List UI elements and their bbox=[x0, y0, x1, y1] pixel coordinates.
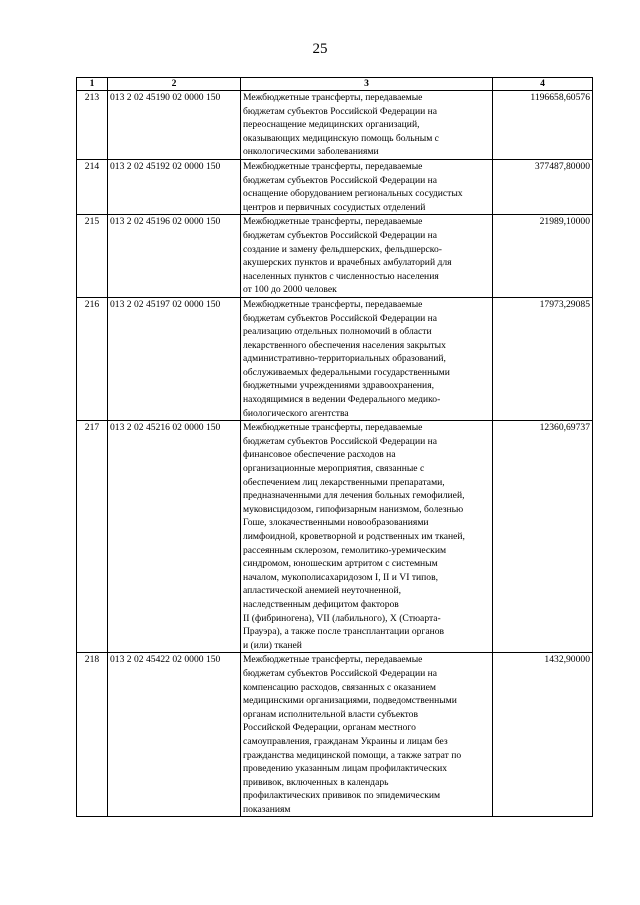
row-number: 218 bbox=[77, 653, 108, 817]
table-row bbox=[77, 421, 593, 653]
description-line: реализацию отдельных полномочий в области bbox=[243, 326, 432, 338]
budget-table bbox=[76, 77, 593, 817]
description-line: началом, мукополисахаридозом I, II и VI типов, bbox=[243, 571, 439, 583]
description-line: Межбюджетные трансферты, передаваемые bbox=[243, 216, 423, 228]
description-line: гражданства медицинской помощи, а также затрат по bbox=[243, 749, 462, 761]
description-line: апластической анемией неуточненной, bbox=[243, 585, 402, 597]
description-cell bbox=[241, 91, 493, 160]
description-line: находящимися в ведении Федерального медико- bbox=[243, 394, 441, 406]
description-line: бюджетам субъектов Российской Федерации на bbox=[243, 229, 438, 241]
description-line: онкологическими заболеваниями bbox=[243, 146, 379, 158]
description-cell bbox=[241, 215, 493, 298]
budget-code: 013 2 02 45197 02 0000 150 bbox=[108, 297, 241, 420]
description-line: бюджетам субъектов Российской Федерации на bbox=[243, 667, 438, 679]
description-line: медицинскими организациями, подведомственными bbox=[243, 695, 457, 707]
description-line: Межбюджетные трансферты, передаваемые bbox=[243, 298, 423, 310]
table-row bbox=[77, 159, 593, 214]
amount-cell: 12360,69737 bbox=[493, 421, 593, 653]
row-number: 215 bbox=[77, 215, 108, 298]
description-cell bbox=[241, 159, 493, 214]
description-line: бюджетными учреждениями здравоохранения, bbox=[243, 380, 435, 392]
description-line: биологического агентства bbox=[243, 407, 349, 419]
description-line: проведению указанным лицам профилактических bbox=[243, 763, 448, 775]
description-line: бюджетам субъектов Российской Федерации на bbox=[243, 435, 438, 447]
description-line: наследственным дефицитом факторов bbox=[243, 598, 399, 610]
description-line: создание и замену фельдшерских, фельдшерско- bbox=[243, 243, 442, 255]
description-line: лекарственного обеспечения населения закрытых bbox=[243, 339, 446, 351]
description-line: обслуживаемых федеральными государственными bbox=[243, 366, 450, 378]
row-number: 213 bbox=[77, 91, 108, 160]
amount-cell: 1196658,60576 bbox=[493, 91, 593, 160]
description-line: населенных пунктов с численностью населения bbox=[243, 270, 439, 282]
column-header-4: 4 bbox=[493, 78, 593, 91]
description-line: переоснащение медицинских организаций, bbox=[243, 119, 420, 131]
description-line: рассеянным склерозом, гемолитико-уремическим bbox=[243, 544, 447, 556]
budget-code: 013 2 02 45422 02 0000 150 bbox=[108, 653, 241, 817]
description-cell bbox=[241, 653, 493, 817]
description-line: от 100 до 2000 человек bbox=[243, 284, 337, 296]
table-row bbox=[77, 215, 593, 298]
description-line: Гоше, злокачественными новообразованиями bbox=[243, 517, 429, 529]
description-line: центров и первичных сосудистых отделений bbox=[243, 201, 426, 213]
description-line: самоуправления, гражданам Украины и лицам без bbox=[243, 735, 448, 747]
page-number: 25 bbox=[312, 41, 328, 57]
table-header-row bbox=[77, 78, 593, 91]
budget-code: 013 2 02 45216 02 0000 150 bbox=[108, 421, 241, 653]
row-number: 216 bbox=[77, 297, 108, 420]
description-line: II (фибриногена), VII (лабильного), X (Стюарта- bbox=[243, 612, 441, 624]
amount-cell: 17973,29085 bbox=[493, 297, 593, 420]
description-cell bbox=[241, 421, 493, 653]
table-row bbox=[77, 297, 593, 420]
description-line: акушерских пунктов и врачебных амбулаторий для bbox=[243, 257, 452, 269]
description-line: Прауэра), а также после трансплантации органов bbox=[243, 626, 445, 638]
description-line: профилактических прививок по эпидемическим bbox=[243, 790, 441, 802]
description-line: бюджетам субъектов Российской Федерации на bbox=[243, 312, 438, 324]
description-line: организационные мероприятия, связанные с bbox=[243, 463, 425, 475]
description-line: административно-территориальных образований, bbox=[243, 353, 446, 365]
description-line: показаниям bbox=[243, 803, 291, 815]
description-line: и (или) тканей bbox=[243, 639, 302, 651]
description-line: Межбюджетные трансферты, передаваемые bbox=[243, 92, 423, 103]
budget-code: 013 2 02 45196 02 0000 150 bbox=[108, 215, 241, 298]
description-line: предназначенными для лечения больных гемофилией, bbox=[243, 490, 465, 502]
budget-code: 013 2 02 45192 02 0000 150 bbox=[108, 159, 241, 214]
budget-code: 013 2 02 45190 02 0000 150 bbox=[108, 91, 241, 160]
description-line: синдромом, юношеским артритом с системным bbox=[243, 558, 438, 570]
description-line: бюджетам субъектов Российской Федерации на bbox=[243, 105, 438, 117]
amount-cell: 377487,80000 bbox=[493, 159, 593, 214]
description-line: оказывающих медицинскую помощь больным с bbox=[243, 132, 439, 144]
description-line: компенсацию расходов, связанных с оказанием bbox=[243, 681, 436, 693]
amount-cell: 21989,10000 bbox=[493, 215, 593, 298]
column-header-3: 3 bbox=[241, 78, 493, 91]
column-header-1: 1 bbox=[77, 78, 108, 91]
description-line: бюджетам субъектов Российской Федерации на bbox=[243, 174, 438, 186]
description-line: органам исполнительной власти субъектов bbox=[243, 708, 419, 720]
description-line: прививок, включенных в календарь bbox=[243, 776, 389, 788]
description-line: лимфоидной, кроветворной и родственных им тканей, bbox=[243, 531, 465, 542]
description-line: Межбюджетные трансферты, передаваемые bbox=[243, 160, 423, 172]
description-line: муковисцидозом, гипофизарным нанизмом, болезнью bbox=[243, 503, 464, 515]
table-row bbox=[77, 653, 593, 817]
row-number: 214 bbox=[77, 159, 108, 214]
row-number: 217 bbox=[77, 421, 108, 653]
description-line: Межбюджетные трансферты, передаваемые bbox=[243, 422, 423, 434]
description-line: финансовое обеспечение расходов на bbox=[243, 449, 396, 461]
description-cell bbox=[241, 297, 493, 420]
column-header-2: 2 bbox=[108, 78, 241, 91]
table-row bbox=[77, 91, 593, 160]
description-line: Российской Федерации, органам местного bbox=[243, 722, 416, 734]
description-line: Межбюджетные трансферты, передаваемые bbox=[243, 654, 423, 666]
amount-cell: 1432,90000 bbox=[493, 653, 593, 817]
description-line: обеспечением лиц лекарственными препаратами, bbox=[243, 476, 445, 488]
description-line: оснащение оборудованием региональных сосудистых bbox=[243, 188, 463, 200]
